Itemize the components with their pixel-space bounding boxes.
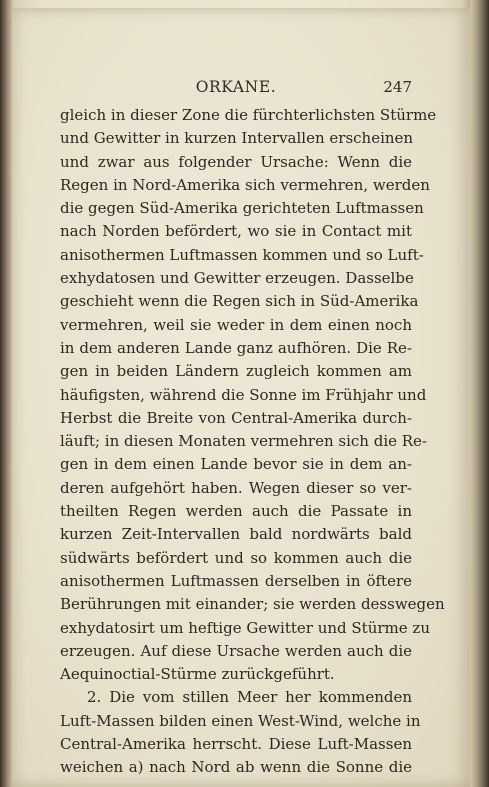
text-line: gen in dem einen Lande bevor sie in dem an- <box>60 455 412 474</box>
page-number: 247 <box>383 78 412 96</box>
text-line: in dem anderen Lande ganz aufhören. Die Re- <box>60 338 412 357</box>
text-line: vermehren, weil sie weder in dem einen noch <box>60 315 412 334</box>
text-line: 2. Die vom stillen Meer her kommenden <box>87 688 412 707</box>
text-line: weichen a) nach Nord ab wenn die Sonne die <box>60 758 412 777</box>
page-header <box>60 78 412 98</box>
text-line: läuft; in diesen Monaten vermehren sich die Re- <box>60 432 428 451</box>
text-line: kurzen Zeit-Intervallen bald nordwärts bald <box>60 525 412 544</box>
text-line: geschieht wenn die Regen sich in Süd-Amerika <box>60 292 419 311</box>
text-line: Luft-Massen bilden einen West-Wind, welche in <box>60 711 421 730</box>
text-line: anisothermen Luftmassen derselben in öftere <box>60 571 412 590</box>
text-line: exhydatosen und Gewitter erzeugen. Dasselbe <box>60 269 414 288</box>
text-line: theilten Regen werden auch die Passate in <box>60 502 412 521</box>
running-head: ORKANE. <box>195 78 277 96</box>
text-line: Central-Amerika herrscht. Diese Luft-Massen <box>60 735 412 754</box>
text-line: exhydatosirt um heftige Gewitter und Stürme zu <box>60 618 430 637</box>
text-line: die gegen Süd-Amerika gerichteten Luftmassen <box>60 199 424 218</box>
text-line: Regen in Nord-Amerika sich vermehren, werden <box>60 175 430 194</box>
text-line: und Gewitter in kurzen Intervallen erscheinen <box>60 129 414 148</box>
text-line: anisothermen Luftmassen kommen und so Luft- <box>60 245 424 264</box>
text-line: Berührungen mit einander; sie werden desswegen <box>60 595 445 614</box>
text-line: erzeugen. Auf diese Ursache werden auch die <box>60 641 412 660</box>
text-line: Aequinoctial-Stürme zurückgeführt. <box>60 665 335 684</box>
text-line: Herbst die Breite von Central-Amerika durch- <box>60 408 412 427</box>
text-line: nach Norden befördert, wo sie in Contact mit <box>60 222 412 241</box>
text-line: gen in beiden Ländern zugleich kommen am <box>60 362 412 381</box>
text-line: deren aufgehört haben. Wegen dieser so ver- <box>60 478 412 497</box>
text-line: häufigsten, während die Sonne im Frühjahr und <box>60 385 427 404</box>
text-line: südwärts befördert und so kommen auch die <box>60 548 412 567</box>
text-line: gleich in dieser Zone die fürchterlichsten Stürme <box>60 106 437 124</box>
body-text <box>60 104 445 780</box>
page-edge-shadow <box>470 0 489 787</box>
text-line: und zwar aus folgender Ursache: Wenn die <box>60 152 412 171</box>
